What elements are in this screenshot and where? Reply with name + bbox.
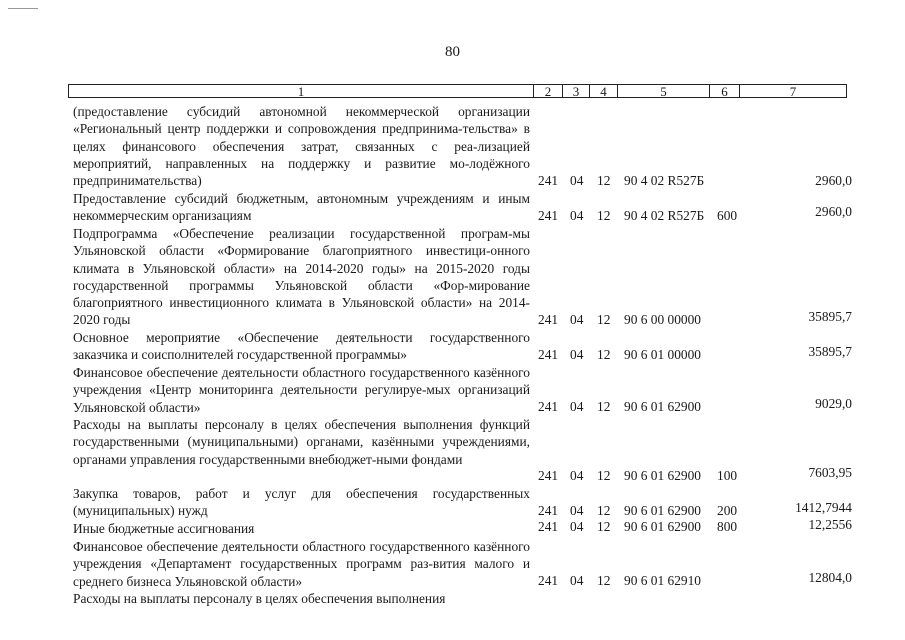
cell-col3: 04 xyxy=(570,173,584,188)
table-row-text: Расходы на выплаты персоналу в целях обеспечения выполнения xyxy=(73,591,446,606)
cell-col4: 12 xyxy=(597,519,611,534)
cell-col7: 7603,95 xyxy=(808,465,852,480)
cell-col2: 241 xyxy=(538,399,559,414)
table-row-text: Предоставление субсидий бюджетным, автономным учреждениям и иным некоммерческим организациям xyxy=(73,191,530,224)
cell-col2: 241 xyxy=(538,173,559,188)
cell-col7: 2960,0 xyxy=(815,204,852,219)
cell-col3: 04 xyxy=(570,399,584,414)
cell-col5: 90 4 02 R527Б xyxy=(624,173,705,188)
cell-col2: 241 xyxy=(538,503,559,518)
table-row-text: (предоставление субсидий автономной некоммерческой организации «Региональный центр поддержки и сопровождения предпринима-тельства» в целях финансового обеспечения затрат, связанных с реа-лизацией мероприятий, направленных на поддержку и развитие мо-лодёжного предпринимательства) xyxy=(73,104,530,189)
table-row-text: Закупка товаров, работ и услуг для обеспечения государственных (муниципальных) нужд xyxy=(73,486,530,519)
cell-col5: 90 4 02 R527Б xyxy=(624,208,705,223)
cell-col2: 241 xyxy=(538,347,559,362)
cell-col3: 04 xyxy=(570,468,584,483)
column-header-3: 3 xyxy=(562,85,589,97)
cell-col7: 12804,0 xyxy=(808,570,852,585)
cell-col7: 35895,7 xyxy=(808,309,852,324)
cell-col7: 2960,0 xyxy=(815,173,852,188)
cell-col4: 12 xyxy=(597,468,611,483)
table-row-text: Иные бюджетные ассигнования xyxy=(73,521,255,536)
column-header-5: 5 xyxy=(617,85,709,97)
cell-col4: 12 xyxy=(597,399,611,414)
cell-col2: 241 xyxy=(538,468,559,483)
cell-col5: 90 6 01 62900 xyxy=(624,519,701,534)
column-header-2: 2 xyxy=(533,85,562,97)
cell-col2: 241 xyxy=(538,312,559,327)
cell-col3: 04 xyxy=(570,312,584,327)
table-row-text: Финансовое обеспечение деятельности областного государственного казённого учреждения «Департамент государственных программ раз-вития малого и среднего бизнеса Ульяновской области» xyxy=(73,539,530,589)
cell-col6: 200 xyxy=(717,503,738,518)
cell-col5: 90 6 01 00000 xyxy=(624,347,701,362)
cell-col4: 12 xyxy=(597,347,611,362)
cell-col2: 241 xyxy=(538,573,559,588)
cell-col4: 12 xyxy=(597,173,611,188)
cell-col4: 12 xyxy=(597,208,611,223)
table-row-text: Основное мероприятие «Обеспечение деятельности государственного заказчика и соисполнителей государственной программы» xyxy=(73,330,530,363)
cell-col4: 12 xyxy=(597,503,611,518)
cell-col2: 241 xyxy=(538,208,559,223)
table-row-text: Финансовое обеспечение деятельности областного государственного казённого учреждения «Центр мониторинга деятельности регулируе-мых организаций Ульяновской области» xyxy=(73,365,530,415)
cell-col3: 04 xyxy=(570,208,584,223)
table-row-text: Расходы на выплаты персоналу в целях обеспечения выполнения функций государственными (муниципальными) органами, казёнными учреждениями, органами управления государственными внебюджет-ными фондами xyxy=(73,417,530,467)
page-number: 80 xyxy=(445,44,460,60)
cell-col4: 12 xyxy=(597,573,611,588)
cell-col7: 35895,7 xyxy=(808,344,852,359)
cell-col5: 90 6 01 62900 xyxy=(624,399,701,414)
table-header xyxy=(68,84,847,98)
column-header-6: 6 xyxy=(709,85,739,97)
column-header-4: 4 xyxy=(589,85,617,97)
cell-col3: 04 xyxy=(570,519,584,534)
cell-col3: 04 xyxy=(570,347,584,362)
cell-col2: 241 xyxy=(538,519,559,534)
corner-mark xyxy=(8,8,38,9)
cell-col7: 9029,0 xyxy=(815,396,852,411)
cell-col3: 04 xyxy=(570,503,584,518)
cell-col5: 90 6 01 62900 xyxy=(624,468,701,483)
cell-col6: 800 xyxy=(717,519,738,534)
cell-col6: 100 xyxy=(717,468,738,483)
cell-col7: 1412,7944 xyxy=(795,500,852,515)
column-header-1: 1 xyxy=(297,84,305,99)
cell-col5: 90 6 01 62900 xyxy=(624,503,701,518)
column-header-7: 7 xyxy=(739,85,846,97)
cell-col6: 600 xyxy=(717,208,738,223)
cell-col5: 90 6 01 62910 xyxy=(624,573,701,588)
table-row-text: Подпрограмма «Обеспечение реализации государственной програм-мы Ульяновской области «Формирование благоприятного инвестици-онного климата в Ульяновской области» на 2014-2020 годы» на 2015-2020 годы государственной программы Ульяновской области «Фор-мирование благоприятного инвестиционного климата в Ульяновской области» на 2014-2020 годы xyxy=(73,226,530,328)
cell-col5: 90 6 00 00000 xyxy=(624,312,701,327)
cell-col3: 04 xyxy=(570,573,584,588)
cell-col4: 12 xyxy=(597,312,611,327)
cell-col7: 12,2556 xyxy=(808,517,852,532)
